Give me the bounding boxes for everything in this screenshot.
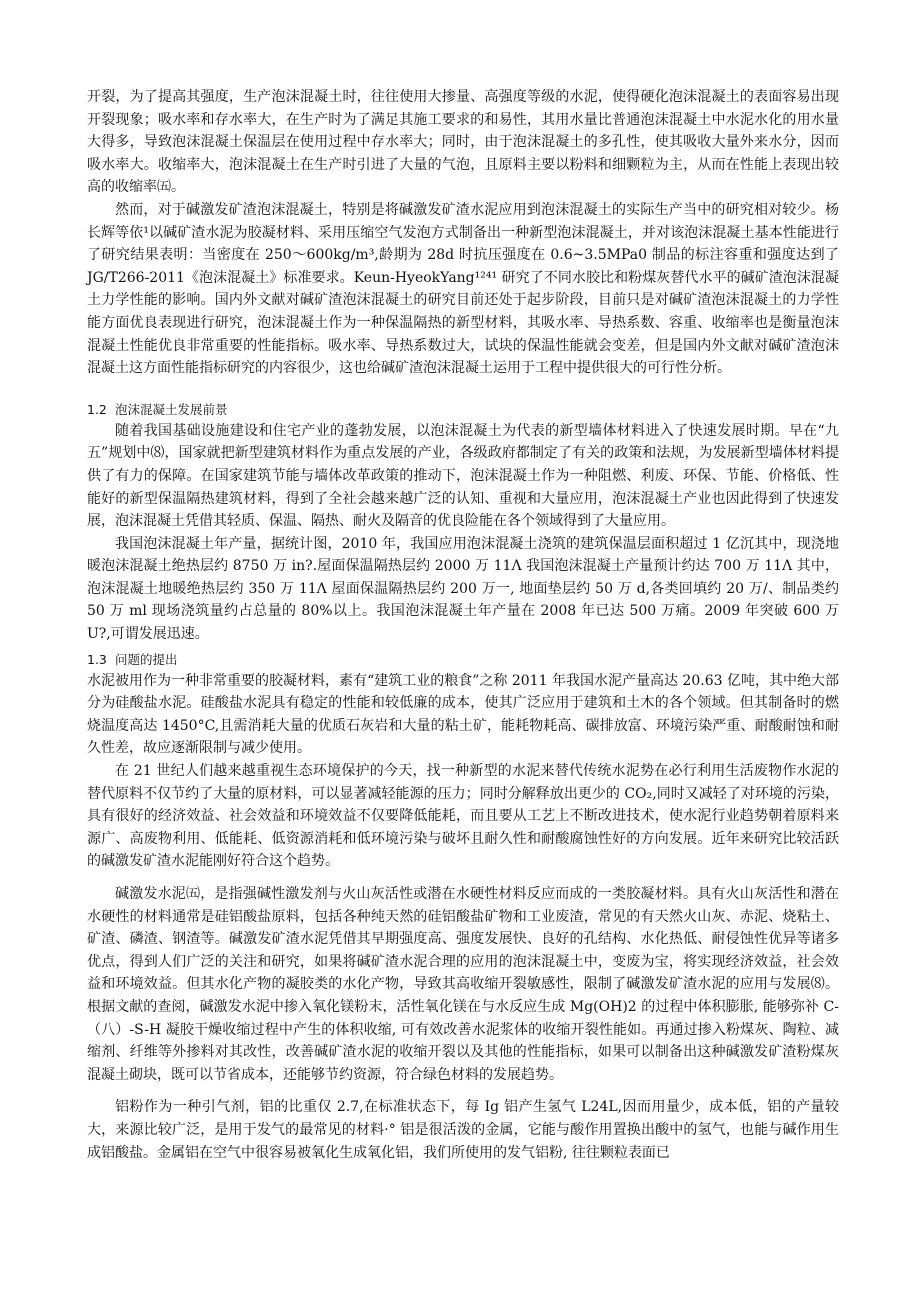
paragraph-annual-output: 我国泡沫混凝土年产量，据统计图，2010 年，我国应用泡沫混凝土浇筑的建筑保温层面积超过 1 亿沉其中，现浇地暖泡沫混凝土绝热层约 8750 万 in?.屋面保温隔热层约 2000 万 11Λ 我国泡沫混凝土产量预计约达 700 万 11Λ 其中，泡沫混凝土地暖绝热层约 350 万 11Λ 屋面保温隔热层约 200 万一, 地面垫层约 50 万 d,各类回填约 20 万/、制品类约 50 万 ml 现场浇筑量约占总量的 80%以上。我国泡沫混凝土年产量在 2008 年已达 500 万痛。2009 年突破 600 万 U?,可谓发展迅速。 [87, 535, 839, 643]
document-page [87, 86, 839, 1164]
paragraph-new-cement-trend: 在 21 世纪人们越来越重视生态环境保护的今天，找一种新型的水泥来替代传统水泥势在必行利用生活废物作水泥的替代原料不仅节约了大量的原材料，可以显著减轻能源的压力；同时分解释放出更少的 CO₂,同时又减轻了对环境的污染，具有很好的经济效益、社会效益和环境效益不仅要降低能耗，而且要从工艺上不断改进技术，使水泥行业趋势朝着原料来源广、高废物利用、低能耗、低资源消耗和低环境污染与破坏且耐久性和耐酸腐蚀性好的方向发展。近年来研究比较活跃的碱激发矿渣水泥能刚好符合这个趋势。 [87, 763, 839, 870]
section-heading-1-2 [87, 400, 839, 420]
paragraph-alkali-activated-cement: 碱激发水泥㈤，是指强碱性激发剂与火山灰活性或潜在水硬性材料反应而成的一类胶凝材料。具有火山灰活性和潜在水硬性的材料通常是硅铝酸盐原料，包括各种纯天然的硅铝酸盐矿物和工业废渣，常见的有天然火山灰、赤泥、烧粘土、矿渣、磷渣、钢渣等。碱激发矿渣水泥凭借其早期强度高、强度发展快、良好的孔结构、水化热低、耐侵蚀性优异等诸多优点，得到人们广泛的关注和研究，如果将碱矿渣水泥合理的应用的泡沫混凝土中，变废为宝，将实现经济效益，社会效益和环境效益。但其水化产物的凝胶类的水化产物，导致其高收缩开裂敏感性，限制了碱激发矿渣水泥的应用与发展⑻。根据文献的查阅，碱激发水泥中掺入氧化镁粉末，活性氧化镁在与水反应生成 Mg(OH)2 的过程中体积膨胀, 能够弥补 C-（八）-S-H 凝胶干燥收缩过程中产生的体积收缩, 可有效改善水泥浆体的收缩开裂性能如。再通过掺入粉煤灰、陶粒、减缩剂、纤维等外掺料对其改性，改善碱矿渣水泥的收缩开裂以及其他的性能指标，如果可以制备出这种碱激发矿渣粉煤灰混凝土砌块，既可以节省成本，还能够节约资源，符合绿色材料的发展趋势。 [87, 886, 839, 1083]
paragraph-alkali-slag-research: 然而，对于碱激发矿渣泡沫混凝土，特别是将碱激发矿渣水泥应用到泡沫混凝土的实际生产当中的研究相对较少。杨长辉等依¹以碱矿渣水泥为胶凝材料、采用压缩空气发泡方式制备出一种新型泡沫混凝土，并对该泡沫混凝土基本性能进行了研究结果表明：当密度在 250～600kg/m³,龄期为 28d 时抗压强度在 0.6~3.5MPa0 制品的标注容重和强度达到了 JG/T266-2011《泡沫混凝土》标准要求。Keun-HyeokYang¹²⁴¹ 研究了不同水胶比和粉煤灰替代水平的碱矿渣泡沫混凝土力学性能的影响。国内外文献对碱矿渣泡沫混凝土的研究目前还处于起步阶段，目前只是对碱矿渣泡沫混凝土的力学性能方面优良表现进行研究，泡沫混凝土作为一种保温隔热的新型材料，其吸水率、导热系数、容重、收缩率也是衡量泡沫混凝土性能优良非常重要的性能指标。吸水率、导热系数过大，试块的保温性能就会变差，但是国内外文献对碱矿渣泡沫混凝土这方面性能指标研究的内容很少，这也给碱矿渣泡沫混凝土运用于工程中提供很大的可行性分析。 [87, 201, 839, 377]
section-title: 泡沫混凝土发展前景 [115, 401, 228, 417]
paragraph-development-prospect: 随着我国基础设施建设和住宅产业的蓬勃发展，以泡沫混凝土为代表的新型墙体材料进入了快速发展时期。早在“九五”规划中⑻，国家就把新型建筑材料作为重点发展的产业，各级政府都制定了有关的政策和法规，为发展新型墙体材料提供了有力的保障。在国家建筑节能与墙体改革政策的推动下，泡沫混凝土作为一种阻燃、利废、环保、节能、价格低、性能好的新型保温隔热建筑材料，得到了全社会越来越广泛的认知、重视和大量应用，泡沫混凝土产业也因此得到了快速发展，泡沫混凝土凭借其轻质、保温、隔热、耐火及隔音的优良险能在各个领域得到了大量应用。 [87, 422, 839, 530]
paragraph-cement-importance: 水泥被用作为一种非常重要的胶凝材料，素有“建筑工业的粮食”之称 2011 年我国水泥产量高达 20.63 亿吨，其中绝大部分为硅酸盐水泥。硅酸盐水泥具有稳定的性能和较低廉的成本，使其广泛应用于建筑和土木的各个领域。但其制备时的燃烧温度高达 1450°C,且需消耗大量的优质石灰岩和大量的粘土矿，能耗物耗高、碳排放富、环境污染严重、耐酸耐蚀和耐久性差，故应逐渐限制与减少使用。 [87, 672, 839, 757]
section-number: 1.3 [87, 651, 107, 667]
section-title: 问题的提出 [115, 651, 178, 667]
paragraph-aluminum-powder: 铝粉作为一种引气剂，铝的比重仅 2.7,在标准状态下，每 Ig 铝产生氢气 L24L,因而用量少，成本低，铝的产量较大，来源比较广泛，是用于发气的最常见的材料·° 铝是很活泼的金属，它能与酸作用置换出酸中的氢气，也能与碱作用生成铝酸盐。金属铝在空气中很容易被氧化生成氧化铝，我们所使用的发气铝粉, 往往颗粒表面已 [87, 1099, 839, 1161]
section-number: 1.2 [87, 401, 107, 417]
paragraph-foam-concrete-defects: 开裂，为了提高其强度，生产泡沫混凝土时，往往使用大掺量、高强度等级的水泥，使得硬化泡沫混凝土的表面容易出现开裂现象；吸水率和存水率大，在生产时为了满足其施工要求的和易性，其用水量比普通泡沫混凝土中水泥水化的用水量大得多，导致泡沫混凝土保温层在使用过程中存水率大；同时，由于泡沫混凝土的多孔性，使其吸收大量外来水分，因而吸水率大。收缩率大，泡沫混凝土在生产时引进了大量的气泡，且原料主要以粉料和细颗粒为主，从而在性能上表现出较高的收缩率㈤。 [87, 89, 839, 196]
section-heading-1-3 [87, 650, 839, 670]
